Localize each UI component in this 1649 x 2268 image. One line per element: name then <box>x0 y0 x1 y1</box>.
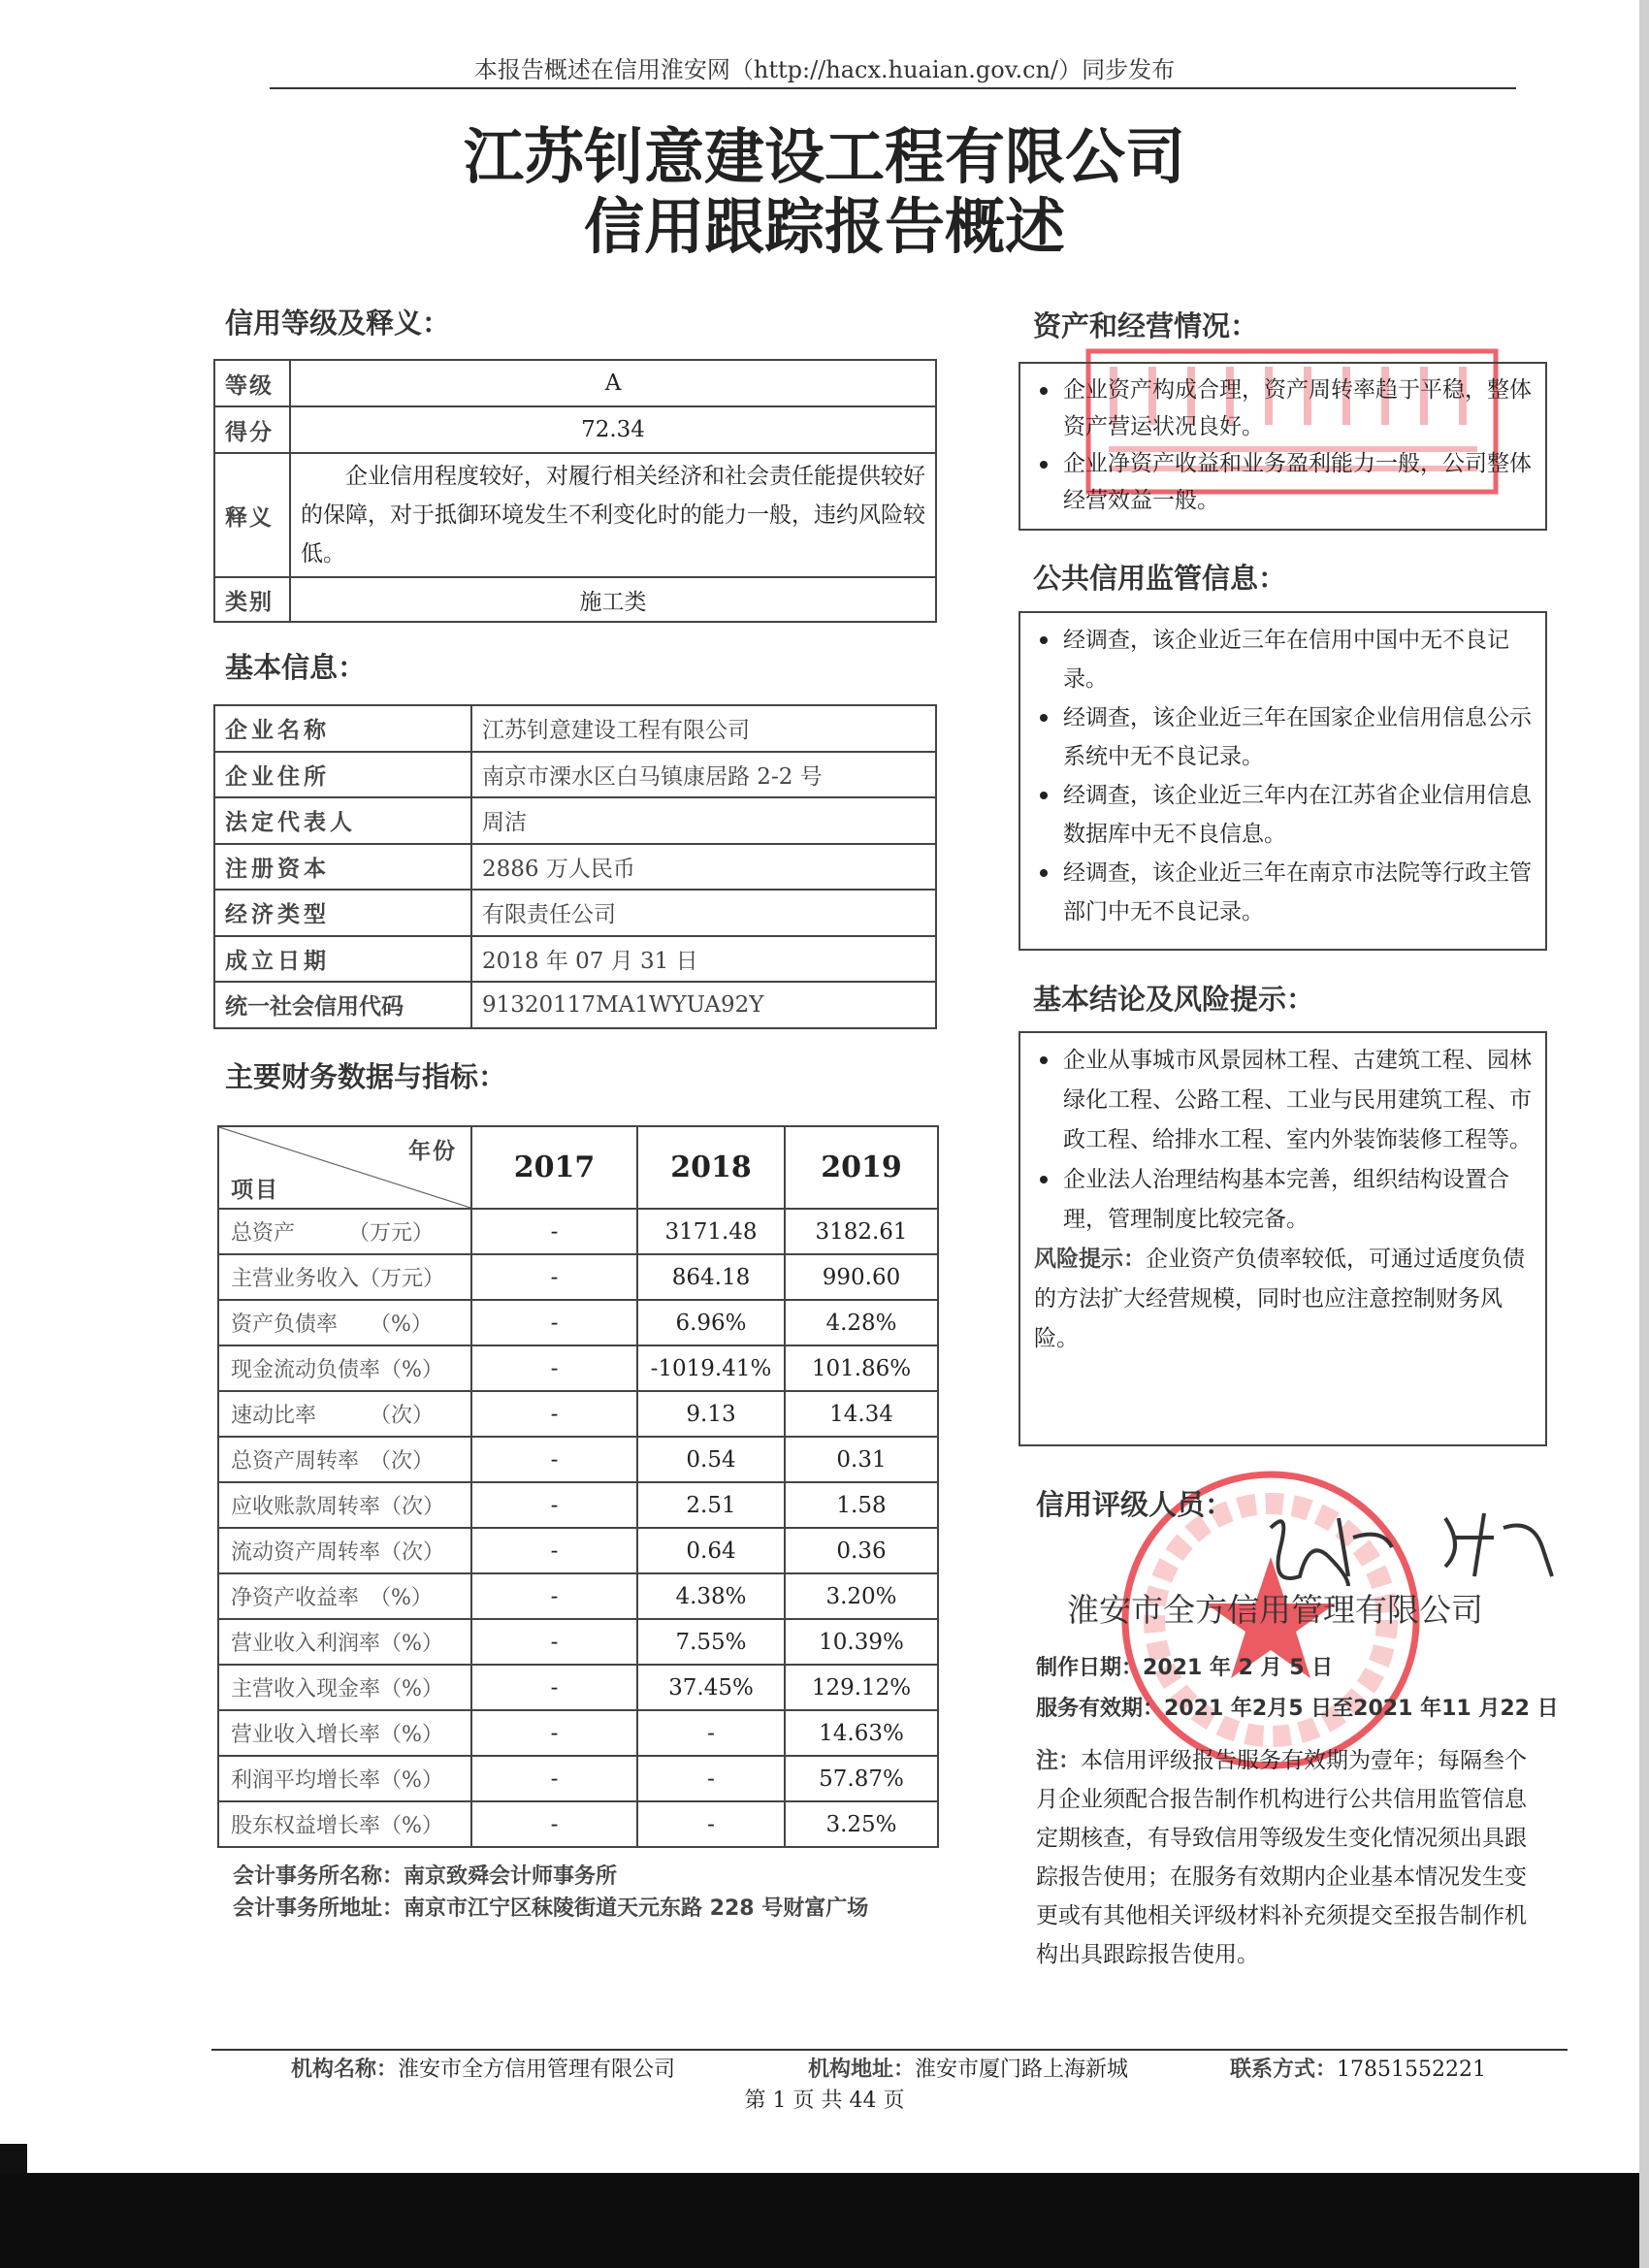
metric-name: 股东权益增长率（%） <box>218 1801 471 1847</box>
metric-name: 利润平均增长率（%） <box>218 1756 471 1801</box>
footer-org-label: 机构名称： <box>291 2057 399 2082</box>
date-label: 制作日期： <box>1036 1656 1144 1680</box>
list-item: 经调查，该企业近三年在南京市法院等行政主管部门中无不良记录。 <box>1034 854 1532 931</box>
signature <box>1261 1499 1571 1586</box>
metric-name: 资产负债率 （%） <box>218 1300 471 1345</box>
table-row <box>218 1756 938 1801</box>
metric-value: - <box>471 1254 637 1300</box>
accountant-info <box>233 1861 868 1925</box>
category-label: 类别 <box>214 577 290 622</box>
rating-category: 施工类 <box>290 577 936 622</box>
metric-value: 3171.48 <box>637 1209 785 1254</box>
title-company: 江苏钊意建设工程有限公司 <box>463 121 1185 192</box>
footer-address <box>808 2053 1128 2083</box>
info-label: 企业名称 <box>214 705 471 752</box>
metric-value: - <box>471 1437 637 1482</box>
metric-value: -1019.41% <box>637 1345 785 1391</box>
metric-value: 0.31 <box>785 1437 938 1482</box>
scan-edge-bottom <box>0 2173 1649 2268</box>
footer-org <box>291 2053 675 2083</box>
public-box <box>1018 611 1547 951</box>
table-row <box>218 1710 938 1756</box>
metric-value: 9.13 <box>637 1391 785 1437</box>
page-header: 本报告概述在信用淮安网（http://hacx.huaian.gov.cn/）同步发布 <box>473 56 1176 83</box>
metric-value: 3.20% <box>785 1573 938 1619</box>
title-report: 信用跟踪报告概述 <box>583 191 1065 262</box>
note <box>1036 1741 1540 1974</box>
rater-company: 淮安市全方信用管理有限公司 <box>1067 1591 1483 1629</box>
metric-value: 7.55% <box>637 1619 785 1665</box>
metric-name: 总资产周转率 （次） <box>218 1437 471 1482</box>
table-row <box>218 1437 938 1482</box>
table-row <box>218 1482 938 1528</box>
metric-value: - <box>471 1619 637 1665</box>
metric-value: - <box>637 1756 785 1801</box>
info-label: 统一社会信用代码 <box>214 982 471 1028</box>
conclusion-box <box>1018 1031 1547 1446</box>
info-value: 2886 万人民币 <box>471 844 936 891</box>
rating-interpretation: 企业信用程度较好，对履行相关经济和社会责任能提供较好的保障，对于抵御环境发生不利变化时的能力一般，违约风险较低。 <box>290 453 936 577</box>
list-item: 企业法人治理结构基本完善，组织结构设置合理，管理制度比较完备。 <box>1034 1160 1532 1240</box>
list-item: 经调查，该企业近三年在信用中国中无不良记录。 <box>1034 621 1532 698</box>
scan-edge-right <box>1639 0 1649 2268</box>
footer-divider <box>211 2049 1568 2051</box>
footer-org-value: 淮安市全方信用管理有限公司 <box>398 2057 676 2082</box>
rating-label: 等级 <box>214 360 290 406</box>
footer-contact-value: 17851552221 <box>1337 2057 1486 2082</box>
metric-value: 864.18 <box>637 1254 785 1300</box>
list-item: 经调查，该企业近三年内在江苏省企业信用信息数据库中无不良信息。 <box>1034 776 1532 854</box>
metric-value: - <box>471 1801 637 1847</box>
table-row <box>218 1573 938 1619</box>
validity-period <box>1036 1695 1559 1724</box>
info-value: 91320117MA1WYUA92Y <box>471 982 936 1028</box>
metric-value: - <box>471 1345 637 1391</box>
accountant-name: 南京致舜会计师事务所 <box>404 1864 618 1889</box>
production-date <box>1036 1654 1333 1683</box>
metric-value: 14.63% <box>785 1710 938 1756</box>
metric-value: 101.86% <box>785 1345 938 1391</box>
metric-value: 3.25% <box>785 1801 938 1847</box>
metric-value: - <box>471 1482 637 1528</box>
metric-value: 6.96% <box>637 1300 785 1345</box>
rater-label: 信用评级人员： <box>1036 1488 1234 1521</box>
finance-table <box>217 1125 939 1848</box>
info-row <box>214 982 936 1028</box>
note-text: 本信用评级报告服务有效期为壹年；每隔叁个月企业须配合报告制作机构进行公共信用监管信息定期核查，有导致信用等级发生变化情况须出具跟踪报告使用；在服务有效期内企业基本情况发生变更或有其他相关评级材料补充须提交至报告制作机构出具跟踪报告使用。 <box>1036 1748 1527 1967</box>
info-row <box>214 936 936 983</box>
info-value: 江苏钊意建设工程有限公司 <box>471 705 936 752</box>
metric-value: 3182.61 <box>785 1209 938 1254</box>
metric-name: 应收账款周转率（次） <box>218 1482 471 1528</box>
metric-value: 1.58 <box>785 1482 938 1528</box>
page-number: 第 1 页 共 44 页 <box>744 2089 905 2113</box>
footer-addr-label: 机构地址： <box>808 2057 916 2082</box>
metric-value: 4.38% <box>637 1573 785 1619</box>
metric-value: - <box>471 1573 637 1619</box>
metric-value: - <box>471 1756 637 1801</box>
metric-value: 10.39% <box>785 1619 938 1665</box>
metric-value: - <box>637 1710 785 1756</box>
info-row <box>214 890 936 936</box>
info-row <box>214 844 936 891</box>
metric-value: 0.36 <box>785 1528 938 1573</box>
metric-value: - <box>471 1209 637 1254</box>
metric-value: - <box>637 1801 785 1847</box>
list-item: 企业净资产收益和业务盈利能力一般，公司整体经营效益一般。 <box>1034 445 1532 519</box>
table-row <box>218 1801 938 1847</box>
metric-name: 营业收入利润率（%） <box>218 1619 471 1665</box>
rating-table <box>213 359 937 623</box>
corner-cell <box>218 1126 471 1209</box>
table-row <box>218 1209 938 1254</box>
footer-contact-label: 联系方式： <box>1230 2057 1338 2082</box>
info-label: 注册资本 <box>214 844 471 891</box>
metric-value: 990.60 <box>785 1254 938 1300</box>
corner-year: 年份 <box>408 1139 457 1164</box>
metric-value: - <box>471 1300 637 1345</box>
metric-name: 主营收入现金率（%） <box>218 1665 471 1710</box>
list-item: 企业资产构成合理，资产周转率趋于平稳，整体资产营运状况良好。 <box>1034 372 1532 445</box>
info-label: 成立日期 <box>214 936 471 983</box>
metric-name: 速动比率 （次） <box>218 1391 471 1437</box>
assets-box <box>1018 362 1547 531</box>
accountant-addr: 南京市江宁区秣陵街道天元东路 228 号财富广场 <box>404 1896 869 1921</box>
info-value: 2018 年 07 月 31 日 <box>471 936 936 983</box>
info-label: 企业住所 <box>214 752 471 798</box>
conclusion-heading: 基本结论及风险提示： <box>1033 983 1315 1016</box>
metric-value: 37.45% <box>637 1665 785 1710</box>
metric-name: 现金流动负债率（%） <box>218 1345 471 1391</box>
risk-label: 风险提示： <box>1034 1247 1146 1272</box>
table-row <box>218 1665 938 1710</box>
year-header: 2018 <box>637 1126 785 1209</box>
info-value: 南京市溧水区白马镇康居路 2-2 号 <box>471 752 936 798</box>
metric-name: 营业收入增长率（%） <box>218 1710 471 1756</box>
info-label: 经济类型 <box>214 890 471 936</box>
list-item: 经调查，该企业近三年在国家企业信用信息公示系统中无不良记录。 <box>1034 698 1532 776</box>
year-header: 2017 <box>471 1126 637 1209</box>
public-heading: 公共信用监管信息： <box>1033 562 1287 595</box>
header-divider <box>270 87 1516 89</box>
basic-info-table <box>213 704 937 1029</box>
metric-value: 4.28% <box>785 1300 938 1345</box>
info-row <box>214 797 936 844</box>
metric-value: - <box>471 1528 637 1573</box>
assets-heading: 资产和经营情况： <box>1033 309 1259 342</box>
corner-item: 项目 <box>231 1178 279 1203</box>
footer-addr-value: 淮安市厦门路上海新城 <box>915 2057 1129 2082</box>
metric-name: 净资产收益率 （%） <box>218 1573 471 1619</box>
table-row <box>218 1300 938 1345</box>
metric-value: 57.87% <box>785 1756 938 1801</box>
note-label: 注： <box>1036 1748 1081 1773</box>
finance-heading: 主要财务数据与指标： <box>225 1060 507 1093</box>
list-item: 企业从事城市风景园林工程、古建筑工程、园林绿化工程、公路工程、工业与民用建筑工程、市政工程、给排水工程、室内外装饰装修工程等。 <box>1034 1041 1532 1160</box>
info-label: 法定代表人 <box>214 797 471 844</box>
metric-value: 14.34 <box>785 1391 938 1437</box>
table-row <box>218 1345 938 1391</box>
footer-contact <box>1230 2053 1486 2083</box>
date-value: 2021 年 2 月 5 日 <box>1143 1656 1334 1680</box>
info-value: 周洁 <box>471 797 936 844</box>
table-row <box>218 1391 938 1437</box>
table-row <box>218 1254 938 1300</box>
score-label: 得分 <box>214 406 290 453</box>
metric-name: 总资产 （万元） <box>218 1209 471 1254</box>
accountant-addr-label: 会计事务所地址： <box>233 1896 404 1921</box>
metric-value: 0.54 <box>637 1437 785 1482</box>
metric-name: 流动资产周转率（次） <box>218 1528 471 1573</box>
metric-value: 2.51 <box>637 1482 785 1528</box>
validity-value: 2021 年2月5 日至2021 年11 月22 日 <box>1164 1697 1559 1721</box>
rating-grade: A <box>290 360 936 406</box>
table-row <box>218 1528 938 1573</box>
risk-text: 企业资产负债率较低，可通过适度负债的方法扩大经营规模，同时也应注意控制财务风险。 <box>1034 1247 1525 1351</box>
metric-name: 主营业务收入（万元） <box>218 1254 471 1300</box>
interpretation-label: 释义 <box>214 453 290 577</box>
info-row <box>214 705 936 752</box>
rating-score: 72.34 <box>290 406 936 453</box>
info-row <box>214 752 936 798</box>
rating-heading: 信用等级及释义： <box>225 307 451 340</box>
accountant-name-label: 会计事务所名称： <box>233 1864 404 1889</box>
info-value: 有限责任公司 <box>471 890 936 936</box>
metric-value: - <box>471 1665 637 1710</box>
metric-value: - <box>471 1710 637 1756</box>
metric-value: 129.12% <box>785 1665 938 1710</box>
validity-label: 服务有效期： <box>1036 1697 1165 1721</box>
basic-heading: 基本信息： <box>225 651 367 684</box>
year-header: 2019 <box>785 1126 938 1209</box>
metric-value: 0.64 <box>637 1528 785 1573</box>
metric-value: - <box>471 1391 637 1437</box>
table-row <box>218 1619 938 1665</box>
